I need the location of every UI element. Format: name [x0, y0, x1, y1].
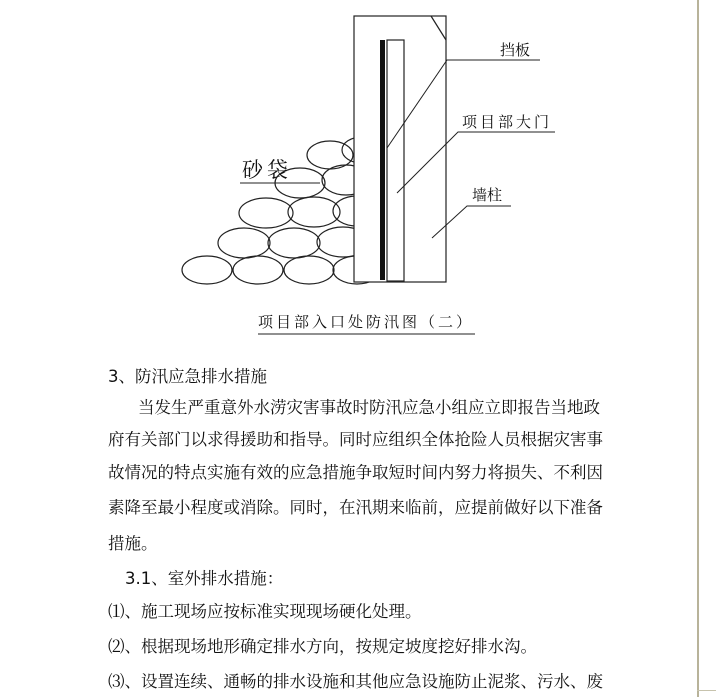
figure-caption: 项目部入口处防汛图（二）: [258, 313, 475, 331]
flood-prevention-diagram: [0, 0, 697, 345]
section-heading: 3、防汛应急排水措施: [108, 367, 267, 386]
paragraph-line: 故情况的特点实施有效的应急措施争取短时间内努力将损失、不利因: [108, 463, 603, 482]
sandbag: [182, 256, 232, 284]
gate: [387, 40, 404, 281]
label-pillar: 墙柱: [472, 186, 503, 204]
sandbag: [307, 141, 353, 169]
page-right-border: [697, 0, 699, 697]
list-item: ⑶、设置连续、通畅的排水设施和其他应急设施防止泥浆、污水、废: [108, 672, 603, 691]
sandbag: [288, 197, 340, 227]
subheading: 3.1、室外排水措施：: [125, 569, 284, 588]
label-baffle: 挡板: [500, 41, 531, 59]
sandbag: [233, 256, 283, 284]
sandbag: [239, 198, 293, 228]
list-item: ⑴、施工现场应按标准实现现场硬化处理。: [108, 602, 422, 621]
paragraph-line: 府有关部门以求得援助和指导。同时应组织全体抢险人员根据灾害事: [108, 430, 603, 449]
paragraph-line: 当发生严重意外水涝灾害事故时防汛应急小组应立即报告当地政: [138, 398, 600, 417]
baffle: [380, 40, 385, 280]
paragraph-line: 措施。: [108, 534, 158, 553]
label-gate: 项目部大门: [462, 113, 553, 131]
diagram-svg: [0, 0, 697, 345]
page-corner-mark: [697, 690, 716, 691]
sandbag: [268, 228, 320, 258]
sandbag: [218, 228, 270, 258]
list-item: ⑵、根据现场地形确定排水方向，按规定坡度挖好排水沟。: [108, 637, 537, 656]
sandbag: [284, 256, 334, 284]
paragraph-line: 素降至最小程度或消除。同时，在汛期来临前，应提前做好以下准备: [108, 498, 603, 517]
label-sandbags: 砂袋: [242, 158, 292, 182]
